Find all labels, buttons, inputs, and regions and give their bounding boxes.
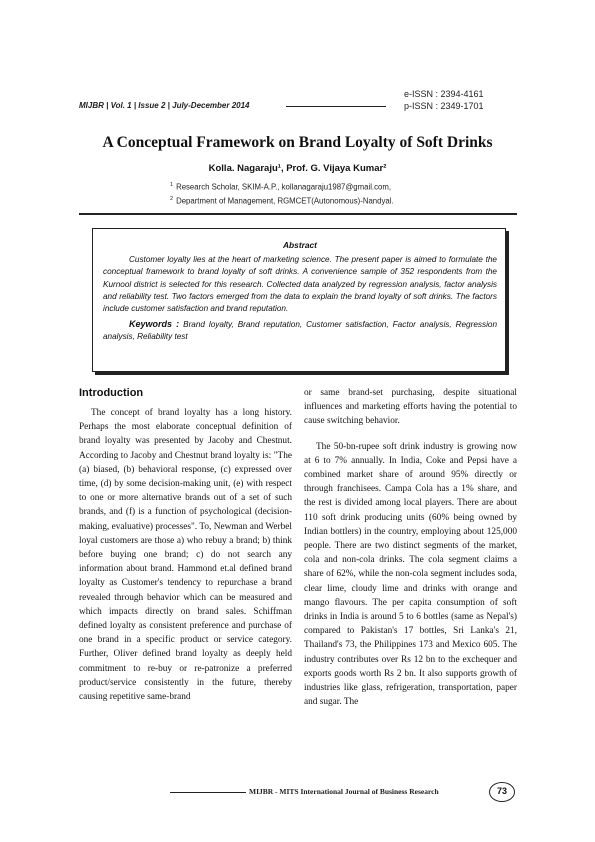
- title-divider: [79, 213, 517, 215]
- page-number: 73: [489, 782, 515, 802]
- intro-paragraph-1: The concept of brand loyalty has a long history. Perhaps the most elaborate conceptual definition of brand loyalty was presented by Jacoby and Chestnut. According to Jacoby and Chestnut brand loyalty is: "The (a) biased, (b) behavioral response, (c) expressed over time, (d) by some decision-making unit, (e) with respect to one or more alternative brands out of a set of such brands, and (f) is a function of psychological (decision-making, evaluative) processes". To, Newman and Werbel loyal customers are those a) who rebuy a brand; b) think before buying one brand; c) do not search any information about brand. Hammond et.al defined brand loyalty as Customer's tendency to repurchase a brand revealed through behavior which can be measured and which impacts directly on brand sales. Schiffman defined loyalty as consistent preference and purchase of one brand in a specific product or service category. Further, Oliver defined brand loyalty as deeply held commitment to re-buy or re-patronize a preferred product/service consistently in the future, thereby causing repetitive same-brand: [79, 408, 292, 703]
- intro-paragraph-1-continued: or same brand-set purchasing, despite situational influences and marketing efforts having the potential to cause switching behavior.: [304, 388, 517, 427]
- affiliation-1-mark: 1: [170, 182, 174, 188]
- eissn: e-ISSN : 2394-4161: [404, 89, 484, 99]
- left-column: [79, 386, 292, 704]
- affiliation-1-text: Research Scholar, SKIM-A.P., kollanagaraju1987@gmail.com,: [176, 182, 391, 192]
- abstract-box: [92, 228, 506, 372]
- footer-rule: [170, 792, 246, 793]
- affiliation-1: [170, 182, 391, 192]
- affiliation-2-text: Department of Management, RGMCET(Autonomous)-Nandyal.: [176, 196, 394, 206]
- pissn: p-ISSN : 2349-1701: [404, 101, 484, 111]
- authors: Kolla. Nagaraju¹, Prof. G. Vijaya Kumar²: [208, 163, 387, 174]
- issn-block: [404, 88, 484, 112]
- intro-paragraph-2: The 50-bn-rupee soft drink industry is growing now at 6 to 7% annually. In India, Coke and Pepsi have a combined market share of around 95% directly or through franchisees. Campa Cola has a 1% share, and the rest is divided among local players. There are about 110 soft drink producing units (60% being owned by Indian bottlers) in the country, employing about 125,000 people. There are two distinct segments of the market, cola and non-cola drinks. The cola segment claims a share of 62%, while the non-cola segment includes soda, clear lime, cloudy lime and drinks with orange and mango flavours. The per capita consumption of soft drinks in India is around 5 to 6 bottles (same as Nepal's) compared to Pakistan's 17 bottles, Sri Lanka's 21, Thailand's 73, the Philippines 173 and Mexico 605. The industry contributes over Rs 12 bn to the exchequer and exports goods worth Rs 2 bn. It also supports growth of industries like glass, refrigeration, transportation, paper and sugar. The: [304, 441, 517, 708]
- footer-journal-name: MIJBR - MITS International Journal of Business Research: [249, 787, 439, 796]
- journal-running-header: MIJBR | Vol. 1 | Issue 2 | July-December 2014: [79, 101, 250, 110]
- abstract-heading: Abstract: [283, 240, 317, 250]
- keywords: [103, 318, 497, 343]
- header-rule: [286, 106, 386, 107]
- affiliation-2: [170, 196, 394, 206]
- abstract-text: Customer loyalty lies at the heart of marketing science. The present paper is aimed to formulate the conceptual framework to brand loyalty of soft drinks. A convenience sample of 352 respondents from the Kurnool district is selected for this research. Collected data analyzed by regression analysis, factor analysis and reliability test. Two factors emerged from the data to explain the brand loyalty of soft drinks. The factors include customer satisfaction and brand reputation.: [103, 255, 497, 314]
- keywords-list: Brand loyalty, Brand reputation, Customer satisfaction, Factor analysis, Regression analysis, Reliability test: [103, 320, 497, 342]
- affiliation-2-mark: 2: [170, 196, 174, 202]
- section-heading-introduction: Introduction: [79, 387, 144, 399]
- keywords-label: Keywords :: [129, 319, 180, 330]
- right-column: [304, 386, 517, 709]
- paper-title: A Conceptual Framework on Brand Loyalty of Soft Drinks: [102, 134, 493, 151]
